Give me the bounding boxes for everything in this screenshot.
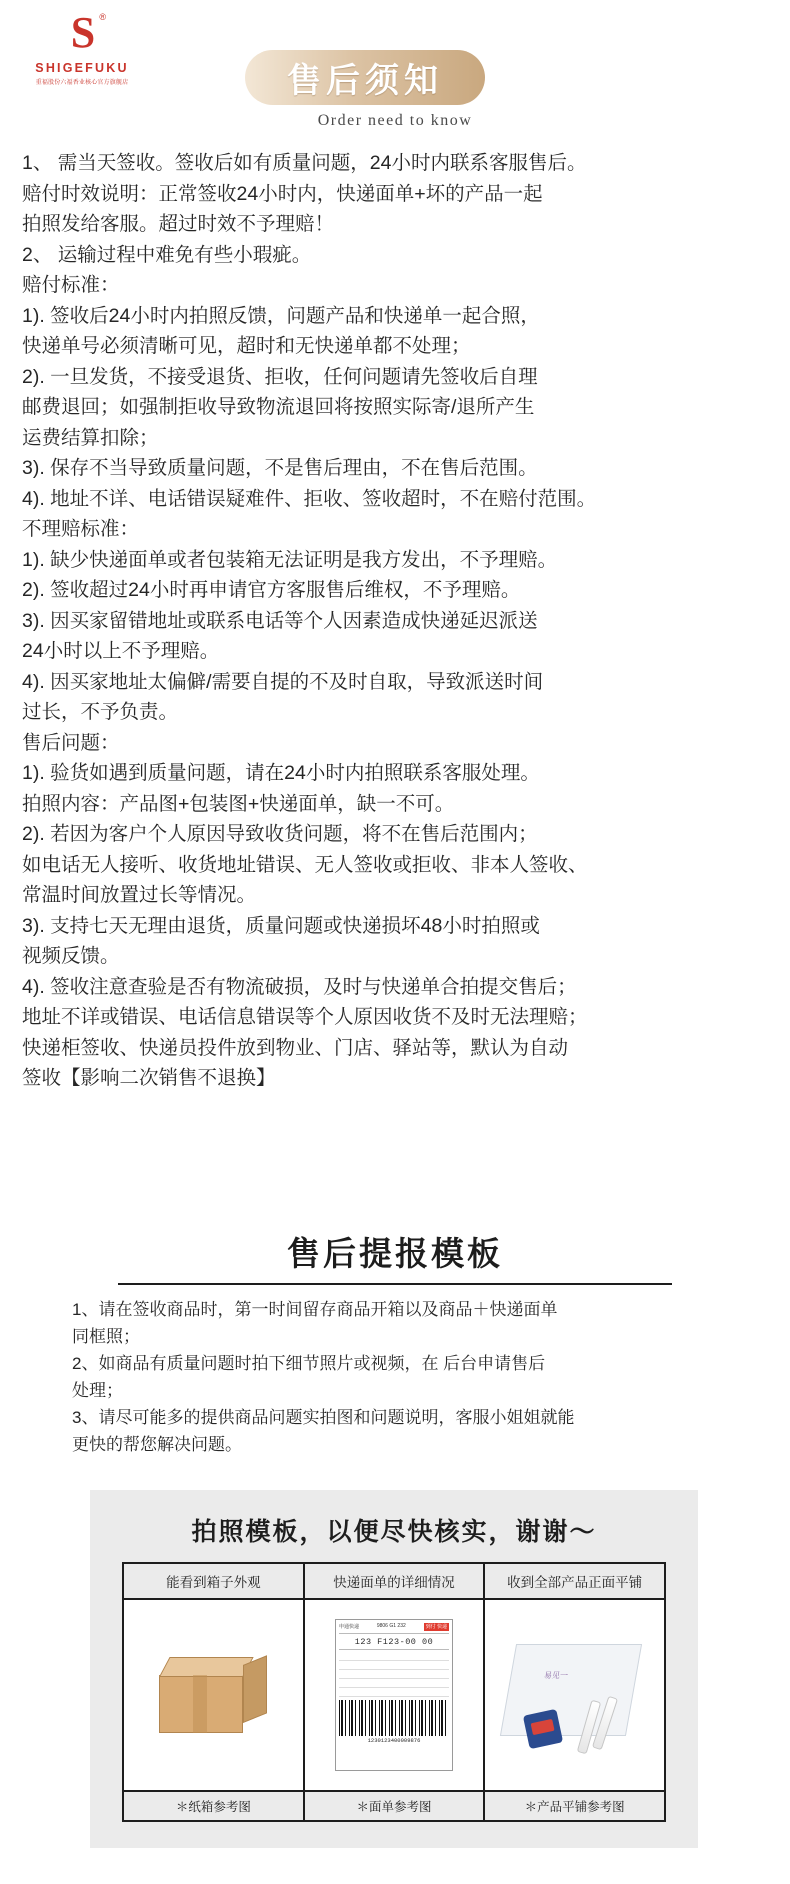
carton-illustration xyxy=(124,1600,303,1790)
registered-trademark-icon: ® xyxy=(99,12,106,22)
page-subtitle: Order need to know xyxy=(317,112,473,129)
waybill-barcode-number: 1230123400009876 xyxy=(367,1737,421,1744)
waybill-address-rows xyxy=(339,1653,449,1697)
policy-line: 拍照发给客服。超过时效不予理赔！ xyxy=(22,213,335,235)
policy-line: 2). 一旦发货，不接受退货、拒收，任何问题请先签收后自理 xyxy=(22,365,538,388)
carton-top-face xyxy=(159,1657,254,1677)
flatlay-sheet xyxy=(500,1644,642,1736)
photo-template-title: 拍照模板，以便尽快核实，谢谢～ xyxy=(191,1519,597,1546)
policy-line: 签收【影响二次销售不退换】 xyxy=(22,1067,276,1089)
policy-line: 4). 因买家地址太偏僻/需要自提的不及时自取，导致派送时间 xyxy=(22,670,544,693)
policy-line: 过长，不予负责。 xyxy=(22,701,179,723)
policy-line: 2、 运输过程中难免有些小瑕疵。 xyxy=(22,243,312,266)
policy-line: 常温时间放置过长等情况。 xyxy=(22,884,257,906)
policy-line: 3). 因买家留错地址或联系电话等个人因素造成快递延迟派送 xyxy=(22,609,538,632)
photo-column-carton xyxy=(124,1564,305,1820)
policy-line: 快递单号必须清晰可见，超时和无快递单都不处理； xyxy=(22,335,471,357)
template-note-line: 1、请在签收商品时，第一时间留存商品开箱以及商品＋快递面单 xyxy=(72,1300,558,1319)
policy-line: 运费结算扣除； xyxy=(22,426,159,449)
carton-side-face xyxy=(243,1655,267,1723)
waybill-number: 123 F123-00 00 xyxy=(339,1637,449,1650)
waybill-row xyxy=(339,1671,449,1679)
policy-line: 邮费退回；如强制拒收导致物流退回将按照实际寄/退所产生 xyxy=(22,396,535,418)
photo-column-waybill xyxy=(305,1564,486,1820)
waybill-row xyxy=(339,1680,449,1688)
photo-template-grid xyxy=(122,1562,666,1822)
policy-line: 不理赔标准： xyxy=(22,518,140,540)
template-note-line: 3、请尽可能多的提供商品问题实拍图和问题说明，客服小姐姐就能 xyxy=(72,1408,575,1427)
policy-line: 快递柜签收、快递员投件放到物业、门店、驿站等，默认为自动 xyxy=(22,1036,569,1059)
photo-column-carton-header: 能看到箱子外观 xyxy=(124,1564,303,1600)
photo-column-flatlay xyxy=(485,1564,664,1820)
photo-template-card xyxy=(90,1490,698,1848)
template-note-line: 2、如商品有质量问题时拍下细节照片或视频，在 后台申请售后 xyxy=(72,1354,546,1373)
waybill-row xyxy=(339,1653,449,1661)
logo-letter: S xyxy=(70,8,94,57)
policy-line: 2). 若因为客户个人原因导致收货问题，将不在售后范围内； xyxy=(22,823,538,845)
waybill-header xyxy=(339,1623,449,1634)
policy-line: 3). 保存不当导致质量问题，不是售后理由，不在售后范围。 xyxy=(22,457,538,479)
waybill-carrier: 申通快递 xyxy=(339,1624,360,1630)
brand-logo xyxy=(22,8,142,86)
policy-line: 4). 地址不详、电话错误疑难件、拒收、签收超时，不在赔付范围。 xyxy=(22,487,597,510)
waybill-badge: 到付 快递 xyxy=(425,1624,447,1630)
policy-line: 如电话无人接听、收货地址错误、无人签收或拒收、非本人签收、 xyxy=(22,853,588,876)
photo-column-flatlay-footer: ＊产品平铺参考图 xyxy=(485,1790,664,1820)
waybill-barcode xyxy=(339,1700,449,1736)
section-divider xyxy=(118,1283,672,1285)
photo-column-waybill-footer: ＊面单参考图 xyxy=(305,1790,484,1820)
waybill-illustration xyxy=(305,1600,484,1790)
template-note-line: 处理； xyxy=(72,1381,123,1400)
policy-line: 1). 缺少快递面单或者包装箱无法证明是我方发出，不予理赔。 xyxy=(22,548,558,571)
policy-line: 赔付时效说明：正常签收24小时内，快递面单+坏的产品一起 xyxy=(22,182,543,205)
brand-tagline: 重福股份六福香业核心官方旗舰店 xyxy=(35,79,129,86)
policy-line: 拍照内容：产品图+包装图+快递面单，缺一不可。 xyxy=(22,792,455,815)
policy-line: 视频反馈。 xyxy=(22,945,120,967)
waybill-row xyxy=(339,1662,449,1670)
flatlay-shapes xyxy=(500,1620,650,1770)
template-note-line: 同框照； xyxy=(72,1327,140,1346)
page-title: 售后须知 xyxy=(287,63,443,100)
policy-line: 1). 签收后24小时内拍照反馈，问题产品和快递单一起合照， xyxy=(22,304,540,327)
policy-line: 赔付标准： xyxy=(22,274,120,296)
photo-column-carton-footer: ＊纸箱参考图 xyxy=(124,1790,303,1820)
waybill-top-code: 9806 G1 232 xyxy=(376,1623,406,1629)
waybill-row xyxy=(339,1689,449,1697)
waybill-label xyxy=(335,1619,453,1771)
policy-body xyxy=(22,148,770,1094)
policy-line: 售后问题： xyxy=(22,731,120,754)
brand-name: SHIGEFUKU xyxy=(35,61,129,75)
carton-box-shape xyxy=(153,1649,273,1741)
policy-line: 24小时以上不予理赔。 xyxy=(22,640,220,662)
policy-line: 1). 验货如遇到质量问题，请在24小时内拍照联系客服处理。 xyxy=(22,762,540,784)
policy-line: 4). 签收注意查验是否有物流破损，及时与快递单合拍提交售后； xyxy=(22,975,577,998)
carton-tape xyxy=(193,1675,207,1733)
template-notes xyxy=(72,1296,720,1458)
template-note-line: 更快的帮您解决问题。 xyxy=(72,1435,242,1454)
flatlay-illustration xyxy=(485,1600,664,1790)
page-title-banner xyxy=(245,50,485,105)
policy-line: 地址不详或错误、电话信息错误等个人原因收货不及时无法理赔； xyxy=(22,1006,588,1028)
policy-line: 1、 需当天签收。签收后如有质量问题，24小时内联系客服售后。 xyxy=(22,152,587,174)
policy-line: 3). 支持七天无理由退货，质量问题或快递损坏48小时拍照或 xyxy=(22,914,540,937)
flatlay-product-bag xyxy=(523,1709,563,1749)
photo-column-flatlay-header: 收到全部产品正面平铺 xyxy=(485,1564,664,1600)
logo-mark xyxy=(56,8,108,60)
photo-column-waybill-header: 快递面单的详细情况 xyxy=(305,1564,484,1600)
policy-line: 2). 签收超过24小时再申请官方客服售后维权，不予理赔。 xyxy=(22,579,521,601)
flatlay-brand-text: 易见一 xyxy=(542,1671,569,1680)
template-section-title: 售后提报模板 xyxy=(287,1237,503,1273)
